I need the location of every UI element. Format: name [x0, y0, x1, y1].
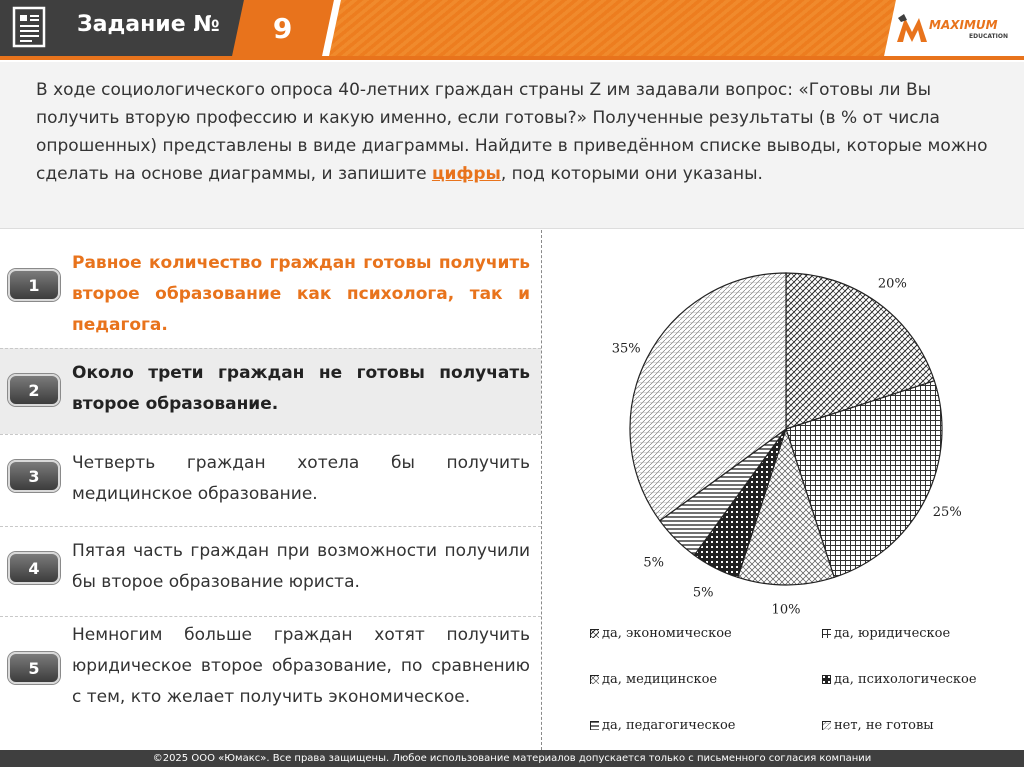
legend-swatch — [822, 721, 831, 730]
legend-label: да, психологическое — [834, 672, 977, 687]
pie-slices — [630, 273, 942, 585]
slice-value-label: 20% — [877, 276, 907, 292]
slice-value-label: 35% — [611, 341, 641, 357]
option-number-badge: 4 — [8, 552, 60, 584]
legend-label: да, педагогическое — [602, 718, 736, 733]
option-2[interactable] — [0, 348, 541, 434]
slice-value-label: 25% — [932, 505, 962, 521]
slice-value-label: 5% — [692, 585, 714, 601]
logo-text: MAXIMUM — [929, 18, 998, 32]
legend-label: да, экономическое — [602, 626, 732, 641]
slice-value-label: 5% — [643, 555, 664, 571]
option-text: Немногим больше граждан хотят получить юридическое второе образование, по сравнению с тем, кто желает получить экономическое. — [72, 625, 530, 707]
option-text: Четверть граждан хотела бы получить медицинское образование. — [72, 453, 530, 504]
option-number-badge: 3 — [8, 460, 60, 492]
option-text: Равное количество граждан готовы получить второе образование как психолога, так и педагога. — [72, 253, 530, 335]
option-3[interactable] — [0, 434, 541, 526]
legend-item — [822, 626, 950, 641]
question-text-after: , под которыми они указаны. — [500, 164, 763, 184]
legend-swatch — [590, 675, 599, 684]
logo-subtext: EDUCATION — [969, 33, 1008, 40]
header-bar — [0, 0, 1024, 62]
header-underline — [0, 56, 1024, 60]
question-text-before: В ходе социологического опроса 40-летних граждан страны Z им задавали вопрос: «Готовы ли Вы получить вторую профессию и какую именно, если готовы?» Полученные результаты (в % от числа опрошенных) представлены в виде диаграммы. Найдите в приведённом списке выводы, которые можно сделать на основе диаграммы, и запишите — [36, 80, 988, 184]
column-divider — [541, 230, 542, 750]
document-icon — [12, 6, 48, 50]
legend-item — [590, 718, 735, 733]
maximum-logo — [895, 6, 1019, 52]
header-orange-band — [329, 0, 896, 56]
option-4[interactable] — [0, 526, 541, 616]
legend-label: нет, не готовы — [834, 718, 934, 733]
option-number-badge: 2 — [8, 374, 60, 406]
task-label: Задание № — [77, 12, 220, 37]
legend-swatch — [590, 629, 599, 638]
question-text — [36, 76, 996, 188]
legend-label: да, юридическое — [834, 626, 951, 641]
legend-item — [822, 718, 934, 733]
task-number-text: 9 — [273, 11, 293, 45]
option-5[interactable] — [0, 616, 541, 750]
option-divider — [0, 348, 541, 349]
option-text: Около трети граждан не готовы получать второе образование. — [72, 363, 530, 414]
legend-swatch — [822, 675, 831, 684]
chart-legend — [590, 622, 1010, 747]
task-number — [232, 0, 334, 56]
option-number-badge: 1 — [8, 269, 60, 301]
legend-item — [590, 626, 732, 641]
option-number-badge: 5 — [8, 652, 60, 684]
answer-options — [0, 230, 541, 750]
question-block — [0, 62, 1024, 229]
legend-swatch — [590, 721, 599, 730]
legend-item — [822, 672, 977, 687]
legend-item — [590, 672, 717, 687]
question-link-digits[interactable]: цифры — [431, 164, 501, 184]
footer-copyright: ©2025 ООО «Юмакс». Все права защищены. Любое использование материалов допускается только с письменного согласия компании — [0, 750, 1024, 767]
legend-swatch — [822, 629, 831, 638]
option-1[interactable] — [0, 230, 541, 348]
maximum-logo-icon — [895, 12, 929, 46]
option-text: Пятая часть граждан при возможности получили бы второе образование юриста. — [72, 541, 530, 592]
slice-value-label: 10% — [771, 602, 801, 618]
legend-label: да, медицинское — [602, 672, 718, 687]
